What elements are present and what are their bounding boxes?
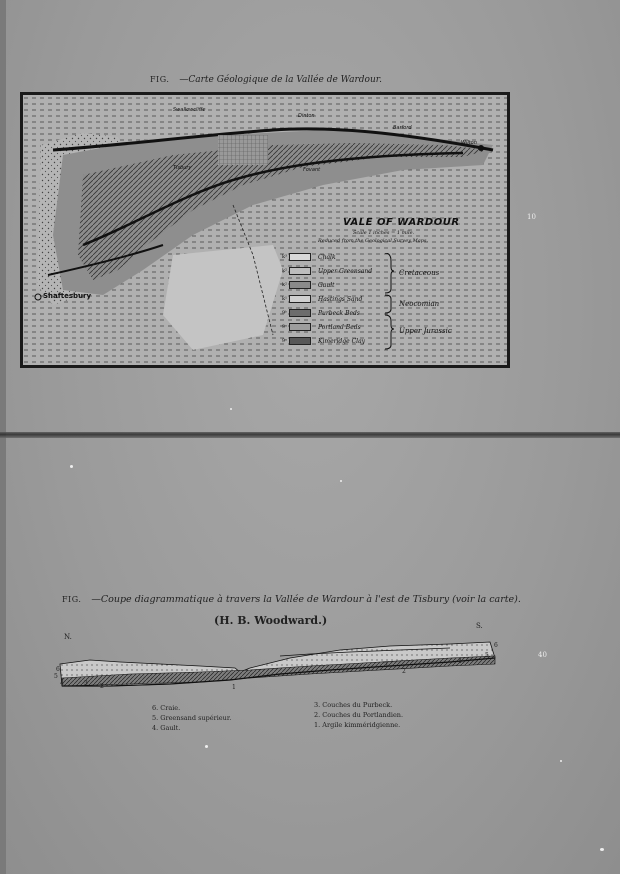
legend-swatch (289, 253, 311, 261)
place-shaftesbury: Shaftesbury (43, 292, 92, 300)
scan-speck (205, 745, 208, 748)
legend-row: k¹ Hastings Sand (281, 295, 363, 303)
place-barford: Barford (393, 125, 412, 131)
margin-number: 10 (527, 213, 536, 221)
section-north: N. (64, 633, 72, 641)
section-num-left: 6 (56, 666, 60, 673)
page-fold (0, 432, 620, 438)
group-upper-jurassic: Upper Jurassic (399, 327, 452, 335)
figure2-caption-text: —Coupe diagrammatique à travers la Vallée de Wardour à l'est de Tisbury (voir la carte). (91, 594, 521, 605)
section-num-left: 2 (100, 683, 104, 690)
section-legend-item: 2. Couches du Portlandien. (314, 711, 404, 719)
place-dinton: Dinton (298, 113, 315, 119)
figure1-caption-text: —Carte Géologique de la Vallée de Wardour. (179, 75, 382, 85)
legend-row: 9ᵃ Kimeridge Clay (281, 337, 366, 345)
scan-speck (560, 760, 562, 762)
group-cretaceous: Cretaceous (399, 269, 440, 277)
place-tisbury: Tisbury (173, 165, 192, 171)
map-reduced-note: Reduced from the Geological Survey Maps. (318, 238, 429, 244)
portland-area (218, 135, 268, 165)
cross-section-diagram (50, 628, 560, 698)
legend-row: k² Gault (281, 281, 335, 289)
legend-swatch (289, 323, 311, 331)
section-legend-item: 3. Couches du Purbeck. (314, 701, 393, 709)
scan-speck (600, 848, 604, 851)
section-legend-item: 4. Gault. (152, 724, 181, 732)
section-num-right: 2 (402, 668, 406, 675)
section-num-left: 3 (84, 680, 88, 687)
margin-number: 40 (538, 651, 547, 659)
scan-speck (70, 465, 73, 468)
legend-swatch (289, 267, 311, 275)
place-fovant: Fovant (303, 167, 321, 173)
wilton-marker (478, 145, 484, 151)
legend-swatch (289, 281, 311, 289)
place-wilton: Wilton (461, 140, 477, 146)
section-legend-item: 1. Argile kimméridgienne. (314, 721, 401, 729)
figure2-number: FIG. (62, 595, 82, 604)
figure1-number: FIG. (150, 75, 170, 84)
map-title: VALE OF WARDOUR (343, 217, 460, 228)
place-swallowcliffe: Swallowcliffe (173, 107, 206, 113)
section-legend-item: 6. Craie. (152, 704, 181, 712)
geological-map (20, 92, 510, 368)
legend-row: 9ᵃ Portland Beds (281, 323, 361, 331)
group-neocomian: Neocomian (399, 300, 440, 308)
section-num-left: 4 (60, 680, 64, 687)
legend-swatch (289, 309, 311, 317)
section-num-right: 3 (384, 662, 388, 669)
section-num-right: 4 (458, 658, 462, 665)
legend-swatch (289, 295, 311, 303)
section-legend-right (314, 700, 403, 730)
scan-speck (340, 480, 342, 482)
figure1-caption (150, 75, 382, 85)
map-scale: Scale 1 inches = 1 mile. (353, 230, 415, 236)
legend-row: k² Upper Greensand (281, 267, 373, 275)
section-legend-left (152, 703, 231, 733)
legend-braces (383, 253, 395, 353)
section-south: S. (476, 622, 483, 630)
section-num-left: 1 (232, 684, 236, 691)
section-num-right: 5 (485, 652, 489, 659)
figure2-author: (H. B. Woodward.) (214, 614, 328, 627)
map-drawing (23, 95, 507, 365)
legend-swatch (289, 337, 311, 345)
section-num-left: 5 (54, 673, 58, 680)
figure2-caption (62, 594, 521, 605)
legend-row: k³ Chalk (281, 253, 336, 261)
section-num-right: 6 (494, 642, 498, 649)
legend-row: 9ᵇ Purbeck Beds (281, 309, 360, 317)
scan-speck (230, 408, 232, 410)
section-legend-item: 5. Greensand supérieur. (152, 714, 232, 722)
